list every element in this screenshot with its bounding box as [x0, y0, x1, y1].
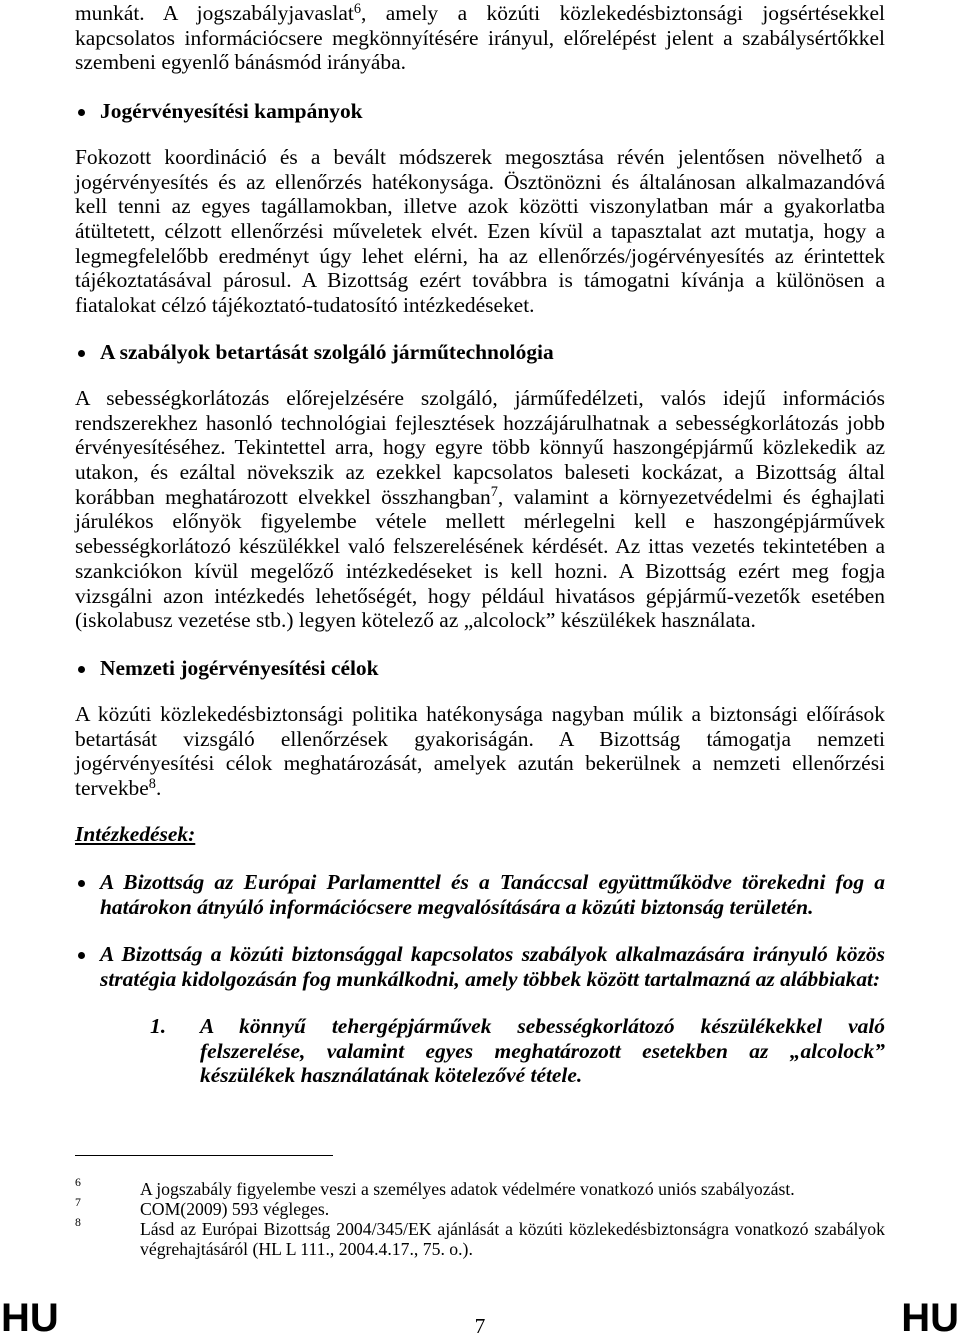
numbered-item-text: [200, 1014, 885, 1088]
text-segment: , valamint a környezetvédelmi és éghajlati: [497, 484, 885, 509]
text-line: végrehajtásáról (HL L 111., 2004.4.17., 75. o.).: [140, 1239, 473, 1259]
text-line: (iskolabusz vezetése stb.) legyen kötelező az „alcolock” készülékek használata.: [75, 608, 756, 633]
text-line: A jogszabály figyelembe veszi a személyes adatok védelmére vonatkozó uniós szabályozást.: [140, 1179, 795, 1199]
footnote-text: [140, 1219, 885, 1259]
measures-title-block: [75, 822, 885, 847]
text-line: jogérvényesítés és az ellenőrzés hatékonysága. Ösztönözni és általánosan alkalmazandóvá: [75, 169, 885, 194]
text-line: Fokozott koordináció és a bevált módszerek megosztása révén jelentősen növelhető a: [75, 145, 885, 169]
footnote-reference: 7: [490, 484, 498, 501]
text-line: kell tenni az egyes tagállamokban, illetve azok közötti viszonylatban már a gyakorlatba: [75, 194, 885, 219]
footnote-text: [140, 1199, 885, 1219]
text-line: járulékos előnyök figyelembe vétele mellett mérlegelni kell e haszongépjárművek: [75, 509, 885, 534]
bullet-icon: [78, 350, 85, 357]
section-heading-national-targets: [75, 656, 885, 681]
text-line: [75, 485, 885, 510]
text-line: COM(2009) 593 végleges.: [140, 1199, 330, 1219]
footnote-text: [140, 1179, 885, 1199]
text-line: A Bizottság a közúti biztonsággal kapcsolatos szabályok alkalmazására irányuló közös: [100, 942, 885, 966]
text-line: határokon átnyúló információcsere megvalósítására a közúti biztonság területén.: [100, 894, 814, 919]
text-line: érvényesítéséhez. Tekintettel arra, hogy egyre több könnyű haszongépjármű közlekedik az: [75, 435, 885, 460]
bullet-icon: [78, 880, 85, 887]
text-line: fiatalokat célzó tájékoztató-tudatosító intézkedéseket.: [75, 293, 535, 318]
measure-bullet: [75, 942, 885, 991]
text-line: kapcsolatos információcsere megkönnyítésére irányul, előrelépést jelent a szabálysértőkkel: [75, 25, 885, 50]
text-line: sebességkorlátozó készülékkel való felszerelésének kérdését. Az ittas vezetés tekintetében a: [75, 534, 885, 559]
section-heading-enforcement-campaigns: [75, 99, 885, 124]
text-line: készülékek használatának kötelezővé tétele.: [200, 1063, 583, 1088]
section-heading-text: Jogérvényesítési kampányok: [100, 99, 363, 123]
text-line: vizsgálni azon intézkedés lehetőségét, hogy például hivatásos gépjármű-vezetők esetében: [75, 583, 885, 608]
footnote-number: 7: [75, 1195, 81, 1209]
footnote-separator: [75, 1155, 333, 1156]
text-line: felszerelése, valamint egyes meghatározott esetekben az „alcolock”: [200, 1038, 885, 1063]
bullet-icon: [78, 109, 85, 116]
measure-bullet: [75, 870, 885, 919]
text-line: A sebességkorlátozás előrejelzésére szolgáló, járműfedélzeti, valós idejű információs: [75, 386, 885, 410]
text-line: A könnyű tehergépjárművek sebességkorlátozó készülékekkel való: [200, 1014, 885, 1038]
bullet-icon: [78, 952, 85, 959]
text-line: [75, 776, 885, 801]
text-line: szankciókon kívül megelőző intézkedéseket is kell hozni. A Bizottság ezért meg fogja: [75, 558, 885, 583]
text-line: utakon, és ezáltal növekszik az ezekkel kapcsolatos baleseti kockázat, a Bizottság által: [75, 460, 885, 485]
footnote-reference: 8: [148, 775, 156, 792]
footer-language-left: HU: [1, 1296, 59, 1340]
section-paragraph-vehicle-technology: [75, 386, 885, 633]
text-line: [75, 1, 885, 26]
text-line: szembeni egyenlő bánásmód irányába.: [75, 50, 406, 75]
section-heading-vehicle-technology: [75, 340, 885, 365]
text-line: Lásd az Európai Bizottság 2004/345/EK ajánlását a közúti közlekedésbiztonságra vonatkozó szabályok: [140, 1219, 885, 1239]
numbered-item-number: 1.: [150, 1014, 167, 1038]
section-paragraph-enforcement-campaigns: [75, 145, 885, 318]
text-segment: korábban meghatározott elvekkel összhangban: [75, 484, 491, 509]
text-line: stratégia kidolgozásán fog munkálkodni, amely többek között tartalmazná az alábbiakat:: [100, 966, 881, 991]
footnote-number: 8: [75, 1215, 81, 1229]
measures-title: Intézkedések:: [75, 822, 196, 846]
text-line: A közúti közlekedésbiztonsági politika hatékonysága nagyban múlik a biztonsági előírások: [75, 702, 885, 726]
text-line: tájékoztatásával párosul. A Bizottság ezért továbbra is támogatni kívánja a különösen a: [75, 268, 885, 293]
text-line: rendszerekhez hasonló technológiai fejlesztések hozzájárulhatnak a sebességkorlátozás jobb: [75, 410, 885, 435]
text-segment: , amely a közúti közlekedésbiztonsági jogsértésekkel: [360, 1, 885, 25]
text-line: jogérvényesítési célok meghatározását, amelyek azután bekerülnek a nemzeti ellenőrzési: [75, 751, 885, 776]
text-line: átültetett, célzott ellenőrzési műveletek elvét. Ezen kívül a tapasztalat azt mutatja, hogy a: [75, 219, 885, 244]
text-segment: .: [155, 776, 162, 801]
text-segment: tervekbe: [75, 776, 149, 801]
bullet-icon: [78, 666, 85, 673]
footer-language-right: HU: [901, 1296, 959, 1340]
intro-paragraph: [75, 1, 885, 75]
footnote-number: 6: [75, 1175, 81, 1189]
text-line: A Bizottság az Európai Parlamenttel és a Tanáccsal együttműködve törekedni fog a: [100, 870, 885, 894]
section-heading-text: Nemzeti jogérvényesítési célok: [100, 656, 379, 680]
section-paragraph-national-targets: [75, 702, 885, 801]
measure-bullet-text: [100, 942, 885, 991]
text-line: legmegfelelőbb eredményt úgy lehet elérni, ha az ellenőrzés/jogérvényesítés az érintettek: [75, 243, 885, 268]
page-number: 7: [474, 1313, 486, 1338]
measure-bullet-text: [100, 870, 885, 919]
section-heading-text: A szabályok betartását szolgáló járműtechnológia: [100, 340, 554, 364]
text-segment: munkát. A jogszabályjavaslat: [75, 1, 354, 25]
text-line: betartását vizsgáló ellenőrzések gyakoriságán. A Bizottság támogatja nemzeti: [75, 726, 885, 751]
footnote-reference: 6: [353, 0, 361, 17]
